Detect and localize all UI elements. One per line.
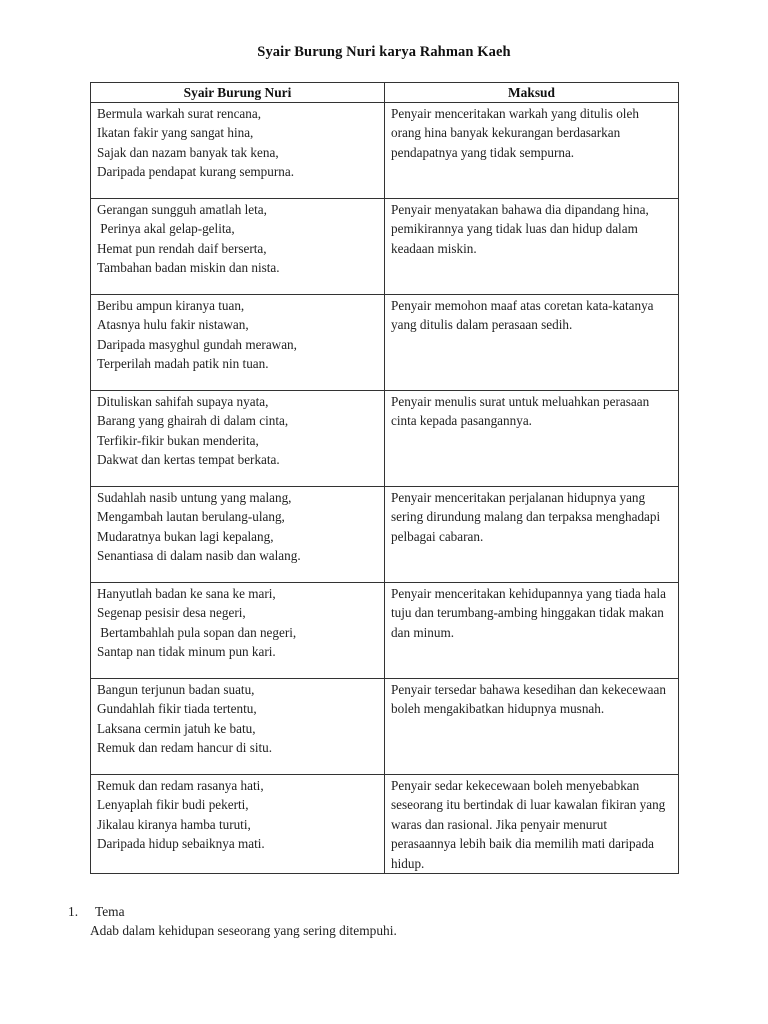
poem-cell [91,487,385,583]
poem-line: Tambahan badan miskin dan nista. [97,260,280,276]
poem-line: Sudahlah nasib untung yang malang, [97,490,292,505]
poem-line: Remuk dan redam hancur di situ. [97,740,273,756]
poem-line: Bertambahlah pula sopan dan negeri, [97,624,297,640]
poem-cell [91,583,385,679]
poem-line: Dakwat dan kertas tempat berkata. [97,452,280,468]
poem-line: Beribu ampun kiranya tuan, [97,298,245,313]
meaning-text: Penyair menceritakan kehidupannya yang tiada hala tuju dan terumbang-ambing hinggakan tidak makan dan minum. [391,586,666,640]
meaning-cell [385,775,679,874]
poem-line: Segenap pesisir desa negeri, [97,605,246,621]
meaning-text: Penyair menceritakan perjalanan hidupnya yang sering dirundung malang dan terpaksa menghadapi pelbagai cabaran. [391,490,661,544]
table-row [91,295,679,391]
poem-cell [91,679,385,775]
poem-line: Santap nan tidak minum pun kari. [97,644,276,660]
poem-line: Barang yang ghairah di dalam cinta, [97,413,289,429]
poem-cell [91,199,385,295]
note-item [68,902,397,940]
poem-line: Lenyaplah fikir budi pekerti, [97,797,249,813]
poem-line: Jikalau kiranya hamba turuti, [97,816,251,832]
meaning-cell [385,295,679,391]
poem-line: Bangun terjunun badan suatu, [97,682,255,697]
table-row [91,487,679,583]
meaning-cell [385,199,679,295]
note-heading: Tema [95,904,125,919]
meaning-cell [385,103,679,199]
table-row [91,103,679,199]
table-row [91,583,679,679]
poem-line: Atasnya hulu fakir nistawan, [97,317,249,333]
poem-line: Perinya akal gelap-gelita, [97,221,235,237]
meaning-cell [385,583,679,679]
header-poem: Syair Burung Nuri [91,83,385,103]
header-meaning: Maksud [385,83,679,103]
page-title: Syair Burung Nuri karya Rahman Kaeh [257,44,511,60]
meaning-text: Penyair sedar kekecewaan boleh menyebabkan seseorang itu bertindak di luar kawalan fikiran yang waras dan rasional. Jika penyair menurut perasaannya lebih baik dia memilih mati daripada hidup. [391,778,666,871]
poem-cell [91,775,385,874]
poem-line: Mengambah lautan berulang-ulang, [97,509,285,525]
poem-line: Mudaratnya bukan lagi kepalang, [97,528,274,544]
poem-line: Dituliskan sahifah supaya nyata, [97,394,269,409]
table-row [91,391,679,487]
poem-cell [91,295,385,391]
poem-line: Bermula warkah surat rencana, [97,106,262,121]
poem-line: Remuk dan redam rasanya hati, [97,778,264,793]
meaning-cell [385,679,679,775]
poem-line: Hanyutlah badan ke sana ke mari, [97,586,276,601]
table-header-row [91,83,679,103]
table-row [91,199,679,295]
poem-cell [91,103,385,199]
meaning-cell [385,487,679,583]
poem-cell [91,391,385,487]
table-row [91,679,679,775]
meaning-text: Penyair menceritakan warkah yang ditulis oleh orang hina banyak kekurangan berdasarkan pendapatnya yang tidak sempurna. [391,106,639,160]
poem-line: Terfikir-fikir bukan menderita, [97,432,259,448]
meaning-cell [385,391,679,487]
poem-line: Sajak dan nazam banyak tak kena, [97,144,279,160]
meaning-text: Penyair memohon maaf atas coretan kata-katanya yang ditulis dalam perasaan sedih. [391,298,654,333]
note-number: 1. [68,904,79,919]
poem-line: Laksana cermin jatuh ke batu, [97,720,256,736]
meaning-text: Penyair menulis surat untuk meluahkan perasaan cinta kepada pasangannya. [391,394,650,429]
table-row [91,775,679,874]
meaning-text: Penyair menyatakan bahawa dia dipandang hina, pemikirannya yang tidak luas dan hidup dalam keadaan miskin. [391,202,649,256]
poem-line: Gerangan sungguh amatlah leta, [97,202,267,217]
poem-line: Senantiasa di dalam nasib dan walang. [97,548,301,564]
poem-line: Hemat pun rendah daif berserta, [97,240,267,256]
poem-line: Ikatan fakir yang sangat hina, [97,125,254,141]
poem-table [90,82,679,874]
poem-line: Terperilah madah patik nin tuan. [97,356,269,372]
poem-line: Daripada pendapat kurang sempurna. [97,164,295,180]
poem-line: Gundahlah fikir tiada tertentu, [97,701,257,717]
poem-line: Daripada hidup sebaiknya mati. [97,836,265,852]
meaning-text: Penyair tersedar bahawa kesedihan dan kekecewaan boleh mengakibatkan hidupnya musnah. [391,682,666,717]
poem-line: Daripada masyghul gundah merawan, [97,336,297,352]
note-body: Adab dalam kehidupan seseorang yang sering ditempuhi. [90,923,397,938]
